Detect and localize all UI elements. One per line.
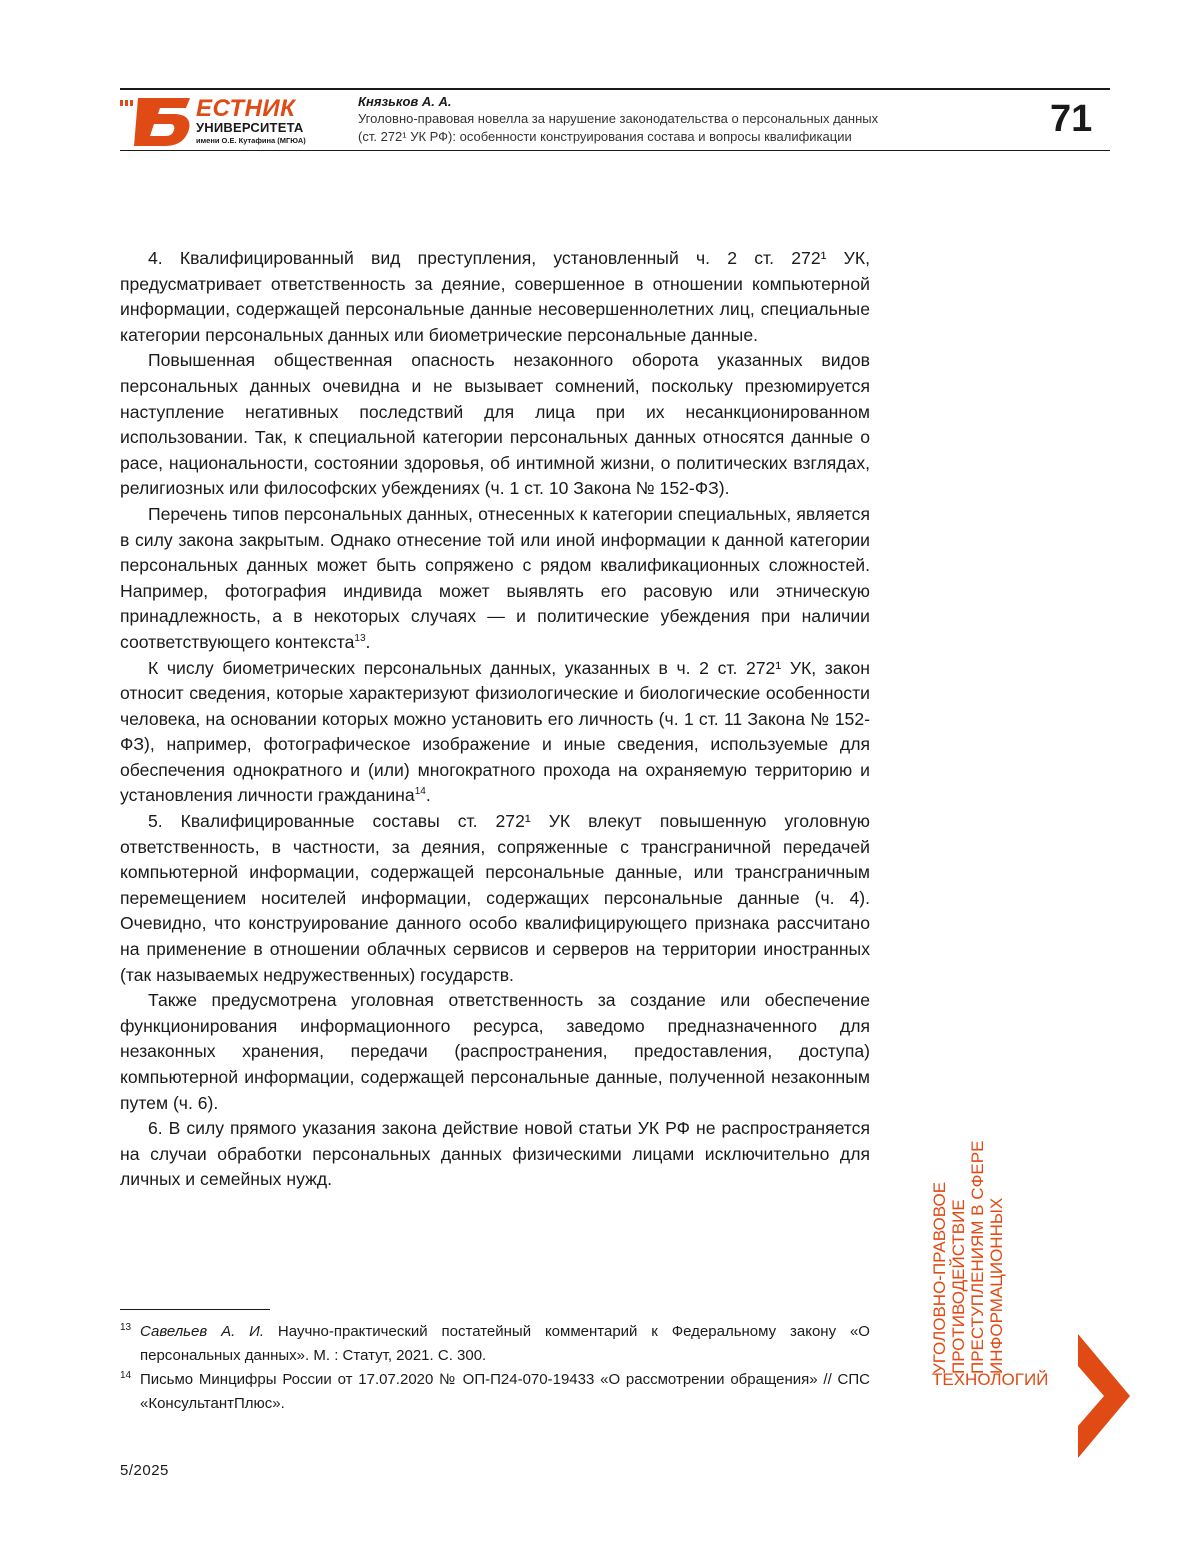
paragraph-3: Перечень типов персональных данных, отнесенных к категории специальных, является в силу закона закрытым. Однако отнесение той или иной информации к данной категории персональных данных может быть сопряжено с рядом квалификационных сложностей. Например, фотография индивида может выявлять его расовую или этническую принадлежность, а в некоторых случаях — и политические убеждения при наличии соответствующего контекста$^{13}$. — [120, 503, 870, 652]
journal-logo-word: ЕСТНИК — [196, 95, 296, 122]
paragraph-2: Повышенная общественная опасность незаконного оборота указанных видов персональных данных очевидна и не вызывает сомнений, поскольку презюмируется наступление негативных последствий для лица при их несанкционированном использовании. Так, к специальной категории персональных данных относятся данные о расе, национальности, состоянии здоровья, об интимной жизни, о политических взглядах, религиозных или философских убеждениях (ч. 1 ст. 10 Закона № 152-ФЗ). — [120, 350, 870, 499]
footnote-text: Письмо Минцифры России от 17.07.2020 № ОП-П24-070-19433 «О рассмотрении обращения» // СПС «КонсультантПлюс». — [140, 1371, 870, 1412]
article-body — [120, 246, 870, 1193]
paragraph-4: К числу биометрических персональных данных, указанных в ч. 2 ст. 272¹ УК, закон относит сведения, которые характеризуют физиологические и биологические особенности человека, на основании которых можно установить его личность (ч. 1 ст. 11 Закона № 152-ФЗ), например, фотографическое изображение и иные сведения, используемые для обеспечения однократного и (или) многократного прохода на охраняемую территорию и установления личности гражданина$^{14}$. — [120, 657, 870, 806]
section-label-line-2: ПРОТИВОДЕЙСТВИЕ — [949, 1199, 968, 1374]
footnote-13 — [120, 1320, 870, 1368]
paragraph-5: 5. Квалифицированные составы ст. 272¹ УК влекут повышенную уголовную ответственность, в частности, за деяния, сопряженные с трансграничной передачей компьютерной информации, содержащей персональные данные, или трансграничным перемещением носителей информации, содержащих персональные данные (ч. 4). Очевидно, что конструирование данного особо квалифицирующего признака рассчитано на применение в отношении облачных сервисов и серверов на территории иностранных (так называемых недружественных) государств. — [120, 811, 870, 985]
footnote-text: Научно-практический постатейный комментарий к Федеральному закону «О персональных данных». М. : Статут, 2021. С. 300. — [140, 1323, 870, 1364]
footnotes — [120, 1320, 870, 1416]
section-label-line-1: УГОЛОВНО-ПРАВОВОЕ — [930, 1181, 949, 1374]
section-label-line-4: ИНФОРМАЦИОННЫХ — [987, 1197, 1006, 1374]
footnote-ref-13: 13 — [354, 633, 366, 645]
journal-logo-subtitle: имени О.Е. Кутафина (МГЮА) — [196, 136, 306, 145]
footnote-number: 14 — [120, 1370, 132, 1381]
section-label — [930, 1124, 1006, 1374]
running-head-title-line-1: Уголовно-правовая новелла за нарушение законодательства о персональных данных — [358, 111, 879, 126]
header-rule-bottom — [120, 150, 1110, 151]
header-rule-top — [120, 88, 1110, 90]
footnote-number: 13 — [120, 1322, 132, 1333]
chevron-right-icon — [1074, 1334, 1130, 1458]
footnote-ref-14: 14 — [414, 786, 426, 798]
journal-logo-university: УНИВЕРСИТЕТА — [196, 120, 304, 135]
section-label-line-3: ПРЕСТУПЛЕНИЯМ В СФЕРЕ — [968, 1140, 987, 1374]
footnote-rule — [120, 1309, 270, 1310]
footnote-author: Савельев А. И. — [140, 1323, 265, 1340]
section-label-bottom: ТЕХНОЛОГИЙ — [932, 1370, 1049, 1389]
running-head-title-line-2: (ст. 272¹ УК РФ): особенности конструирования состава и вопросы квалификации — [358, 129, 852, 144]
paragraph-4-text: К числу биометрических персональных данных, указанных в ч. 2 ст. 272¹ УК, закон относит сведения, которые характеризуют физиологические и биологические особенности человека, на основании которых можно установить его личность (ч. 1 ст. 11 Закона № 152-ФЗ), например, фотографическое изображение и иные сведения, используемые для обеспечения однократного и (или) многократного прохода на охраняемую территорию и установления личности гражданина — [120, 657, 870, 806]
running-head-title — [358, 110, 1038, 146]
page-number: 71 — [1050, 98, 1093, 140]
paragraph-7: 6. В силу прямого указания закона действие новой статьи УК РФ не распространяется на случаи обработки персональных данных физическими лицами исключительно для личных и семейных нужд. — [120, 1118, 870, 1190]
footnote-14 — [120, 1368, 870, 1416]
issue-number: 5/2025 — [120, 1462, 169, 1479]
paragraph-6: Также предусмотрена уголовная ответственность за создание или обеспечение функционирования информационного ресурса, заведомо предназначенного для незаконных хранения, передачи (распространения, предоставления, доступа) компьютерной информации, содержащей персональные данные, полученной незаконным путем (ч. 6). — [120, 990, 870, 1113]
running-head-author: Князьков А. А. — [358, 94, 452, 109]
paragraph-1: 4. Квалифицированный вид преступления, установленный ч. 2 ст. 272¹ УК, предусматривает ответственность за деяние, совершенное в отношении компьютерной информации, содержащей персональные данные несовершеннолетних лиц, специальные категории персональных данных или биометрические персональные данные. — [120, 248, 870, 345]
paragraph-3-text: Перечень типов персональных данных, отнесенных к категории специальных, является в силу закона закрытым. Однако отнесение той или иной информации к данной категории персональных данных может быть сопряжено с рядом квалификационных сложностей. Например, фотография индивида может выявлять его расовую или этническую принадлежность, а в некоторых случаях — и политические убеждения при наличии соответствующего контекста — [120, 503, 870, 652]
